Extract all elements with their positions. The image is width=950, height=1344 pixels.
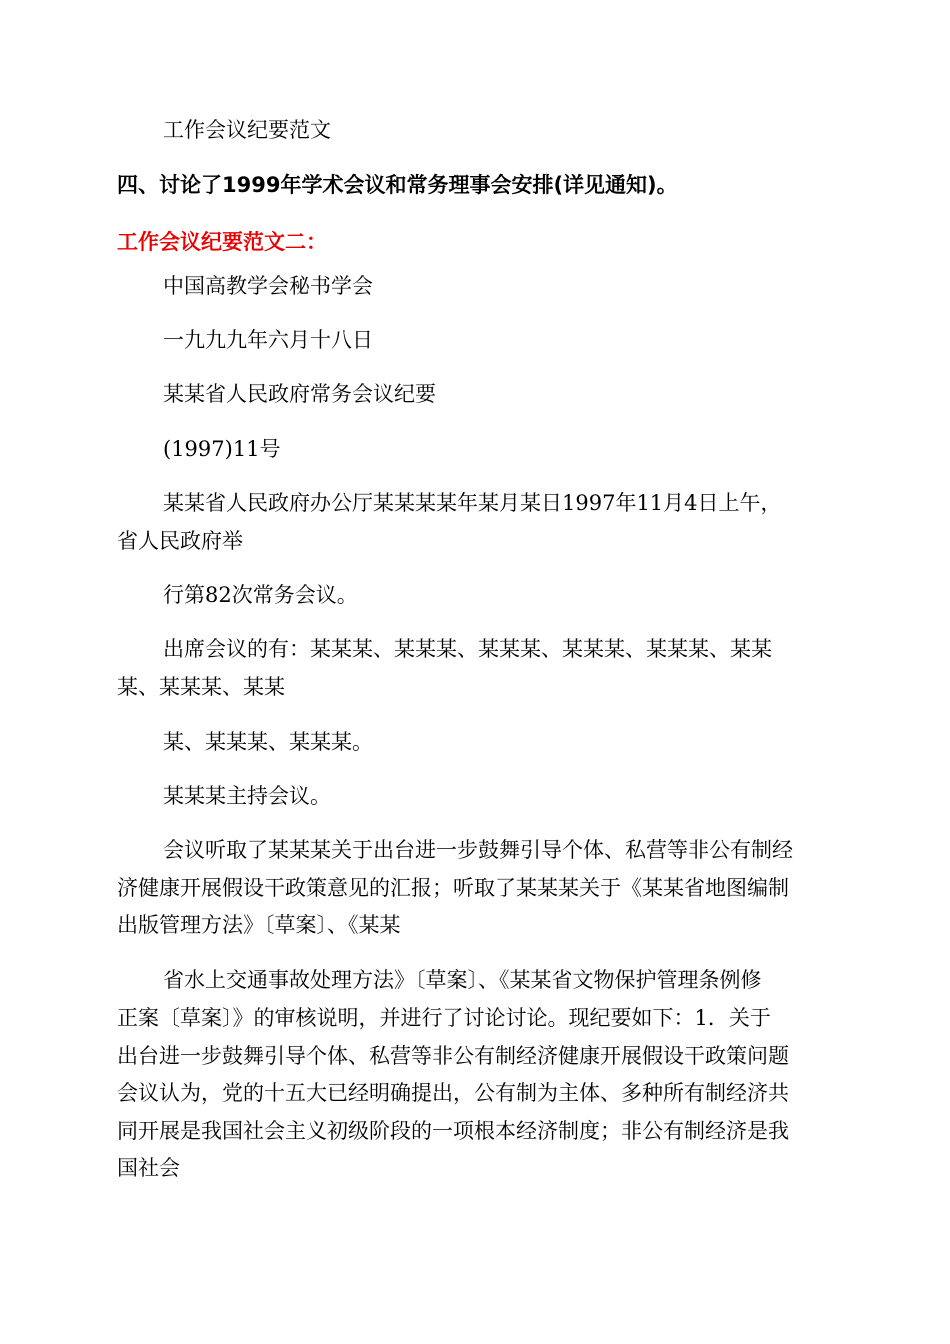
paragraph-line: 行第82次常务会议。 [163,583,358,607]
paragraph-line: 出版管理方法》〔草案〕、《某某 [117,913,401,937]
paragraph-line: 某某省人民政府常务会议纪要 [163,382,436,406]
paragraph-line: (1997)11号 [163,437,281,461]
paragraph-line: 某、某某某、某某某。 [163,730,373,754]
paragraph-line: 同开展是我国社会主义初级阶段的一项根本经济制度；非公有制经济是我 [117,1119,789,1143]
paragraph-line: 省水上交通事故处理方法》〔草案〕、《某某省文物保护管理条例修 [163,968,762,992]
paragraph-line: 省人民政府举 [117,529,243,553]
header-text: 工作会议纪要范文 [163,118,331,142]
paragraph-line: 国社会 [117,1156,180,1180]
paragraph-line: 中国高教学会秘书学会 [163,274,373,298]
paragraph-line: 会议认为，党的十五大已经明确提出，公有制为主体、多种所有制经济共 [117,1081,789,1105]
section-heading: 工作会议纪要范文二： [117,230,327,254]
paragraph-line: 一九九九年六月十八日 [163,328,373,352]
paragraph-line: 济健康开展假设干政策意见的汇报；听取了某某某关于《某某省地图编制 [117,876,789,900]
paragraph-line: 某某某主持会议。 [163,784,331,808]
paragraph-line: 某某省人民政府办公厅某某某某年某月某日1997年11月4日上午， [163,491,782,515]
paragraph-line: 某、某某某、某某 [117,675,285,699]
paragraph-line: 正案〔草案〕》的审核说明，并进行了讨论讨论。现纪要如下：1．关于 [117,1006,771,1030]
paragraph-line: 出席会议的有：某某某、某某某、某某某、某某某、某某某、某某 [163,637,772,661]
item-four: 四、讨论了1999年学术会议和常务理事会安排(详见通知)。 [117,173,678,197]
paragraph-line: 会议听取了某某某关于出台进一步鼓舞引导个体、私营等非公有制经 [163,838,793,862]
paragraph-line: 出台进一步鼓舞引导个体、私营等非公有制经济健康开展假设干政策问题 [117,1044,789,1068]
